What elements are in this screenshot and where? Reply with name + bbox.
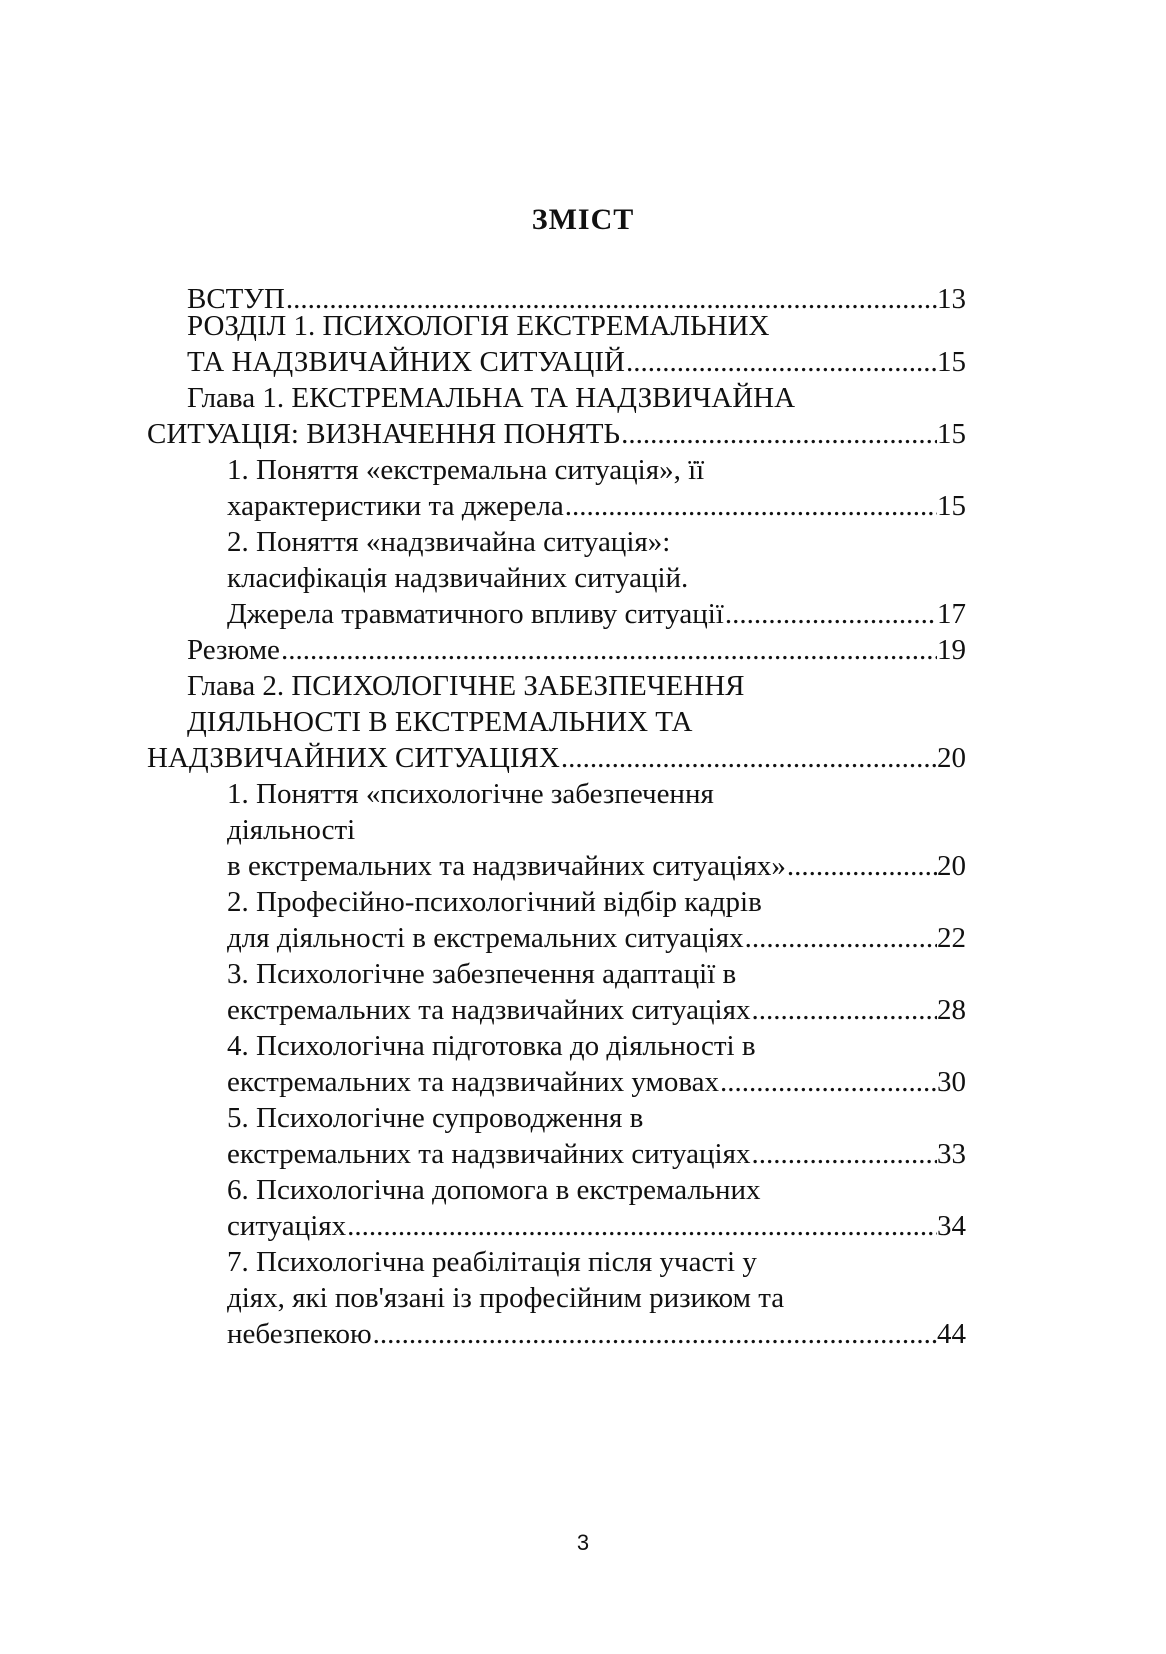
toc-entry-text: РОЗДІЛ 1. ПСИХОЛОГІЯ ЕКСТРЕМАЛЬНИХ xyxy=(187,310,770,342)
toc-entry[interactable] xyxy=(227,1026,756,1066)
toc-entry[interactable] xyxy=(227,1170,761,1210)
toc-entry-page: 22 xyxy=(937,922,966,954)
dot-leader xyxy=(372,1314,937,1354)
toc-entry-page: 34 xyxy=(937,1210,966,1242)
toc-entry-text: характеристики та джерела xyxy=(227,490,564,522)
toc-entry-text: діях, які пов'язані із професійним ризиком та xyxy=(227,1282,785,1314)
toc-entry-text: 3. Психологічне забезпечення адаптації в xyxy=(227,958,737,990)
toc-entry[interactable] xyxy=(187,630,966,670)
dot-leader xyxy=(280,630,937,670)
toc-entry[interactable] xyxy=(187,702,692,742)
toc-entry[interactable] xyxy=(227,486,966,526)
toc-entry-text: Глава 2. ПСИХОЛОГІЧНЕ ЗАБЕЗПЕЧЕННЯ xyxy=(187,670,745,702)
toc-entry-text: 2. Поняття «надзвичайна ситуація»: xyxy=(227,526,671,558)
toc-title: ЗМІСТ xyxy=(531,203,635,236)
toc-entry-text: НАДЗВИЧАЙНИХ СИТУАЦІЯХ xyxy=(147,742,560,774)
toc-entry[interactable] xyxy=(227,1206,966,1246)
toc-entry[interactable] xyxy=(227,1242,757,1282)
toc-entry[interactable] xyxy=(187,342,966,382)
toc-entry[interactable] xyxy=(187,666,745,706)
dot-leader xyxy=(744,918,937,958)
toc-entry[interactable] xyxy=(227,954,736,994)
toc-entry-page: 30 xyxy=(937,1066,966,1098)
toc-entry-text: класифікація надзвичайних ситуацій. xyxy=(227,562,689,594)
toc-entry[interactable] xyxy=(227,1314,966,1354)
toc-entry[interactable] xyxy=(227,594,966,634)
toc-entry[interactable] xyxy=(227,918,966,958)
toc-entry-text: ТА НАДЗВИЧАЙНИХ СИТУАЦІЙ xyxy=(187,346,625,378)
toc-entry-text: Джерела травматичного впливу ситуації xyxy=(227,598,724,630)
toc-entry[interactable] xyxy=(147,414,966,454)
dot-leader xyxy=(560,738,937,778)
dot-leader xyxy=(620,414,937,454)
toc-entry-text: 7. Психологічна реабілітація після участі у xyxy=(227,1246,757,1278)
toc-entry[interactable] xyxy=(187,378,795,418)
toc-entry[interactable] xyxy=(227,1098,643,1138)
toc-entry-text: ДІЯЛЬНОСТІ В ЕКСТРЕМАЛЬНИХ ТА xyxy=(187,706,693,738)
toc-entry[interactable] xyxy=(227,882,762,922)
toc-entry-text: екстремальних та надзвичайних ситуаціях xyxy=(227,994,751,1026)
toc-entry-page: 13 xyxy=(937,283,966,315)
toc-entry-text: 4. Психологічна підготовка до діяльності в xyxy=(227,1030,756,1062)
toc-entry-text: ситуаціях xyxy=(227,1210,347,1242)
toc-entry[interactable] xyxy=(227,846,966,886)
dot-leader xyxy=(724,594,937,634)
toc-entry-page: 28 xyxy=(937,994,966,1026)
dot-leader xyxy=(564,486,937,526)
toc-entry-text: 5. Психологічне супроводження в xyxy=(227,1102,644,1134)
toc-entry-page: 20 xyxy=(937,850,966,882)
toc-entry-page: 19 xyxy=(937,634,966,666)
toc-entry-text: екстремальних та надзвичайних ситуаціях xyxy=(227,1138,751,1170)
toc-entry-page: 15 xyxy=(937,418,966,450)
toc-entry-text: Глава 1. ЕКСТРЕМАЛЬНА ТА НАДЗВИЧАЙНА xyxy=(187,382,796,414)
toc-entry[interactable] xyxy=(227,558,688,598)
toc-entry-text: 6. Психологічна допомога в екстремальних xyxy=(227,1174,761,1206)
toc-entry-text: 1. Поняття «психологічне забезпечення xyxy=(227,778,714,810)
dot-leader xyxy=(346,1206,937,1246)
toc-entry[interactable] xyxy=(227,1134,966,1174)
toc-entry-page: 15 xyxy=(937,490,966,522)
toc-entry-page: 17 xyxy=(937,598,966,630)
dot-leader xyxy=(625,342,937,382)
toc-entry-text: СИТУАЦІЯ: ВИЗНАЧЕННЯ ПОНЯТЬ xyxy=(147,418,621,450)
toc-entry[interactable] xyxy=(147,738,966,778)
toc-entry-text: 1. Поняття «екстремальна ситуація», її xyxy=(227,454,705,486)
toc-entry[interactable] xyxy=(227,522,670,562)
toc-entry-text: для діяльності в екстремальних ситуаціях xyxy=(227,922,744,954)
dot-leader xyxy=(786,846,937,886)
toc-entry-text: ВСТУП xyxy=(187,283,285,315)
toc-entry[interactable] xyxy=(227,990,966,1030)
toc-entry-page: 44 xyxy=(937,1318,966,1350)
toc-entry-text: небезпекою xyxy=(227,1318,372,1350)
toc-entry-text: діяльності xyxy=(227,814,356,846)
toc-entry[interactable] xyxy=(227,810,355,850)
toc-entry[interactable] xyxy=(227,1062,966,1102)
toc-entry-text: 2. Професійно-психологічний відбір кадрів xyxy=(227,886,762,918)
toc-entry[interactable] xyxy=(227,1278,784,1318)
toc-entry[interactable] xyxy=(227,774,714,814)
toc-entry-text: Резюме xyxy=(187,634,280,666)
dot-leader xyxy=(719,1062,937,1102)
dot-leader xyxy=(750,1134,937,1174)
toc-entry-text: екстремальних та надзвичайних умовах xyxy=(227,1066,720,1098)
toc-entry-page: 15 xyxy=(937,346,966,378)
dot-leader xyxy=(750,990,937,1030)
toc-entry-page: 33 xyxy=(937,1138,966,1170)
toc-entry[interactable] xyxy=(227,450,704,490)
toc-entry-text: в екстремальних та надзвичайних ситуаціях» xyxy=(227,850,786,882)
toc-entry[interactable] xyxy=(187,306,769,346)
toc-entry-page: 20 xyxy=(937,742,966,774)
page-number: 3 xyxy=(576,1530,590,1555)
